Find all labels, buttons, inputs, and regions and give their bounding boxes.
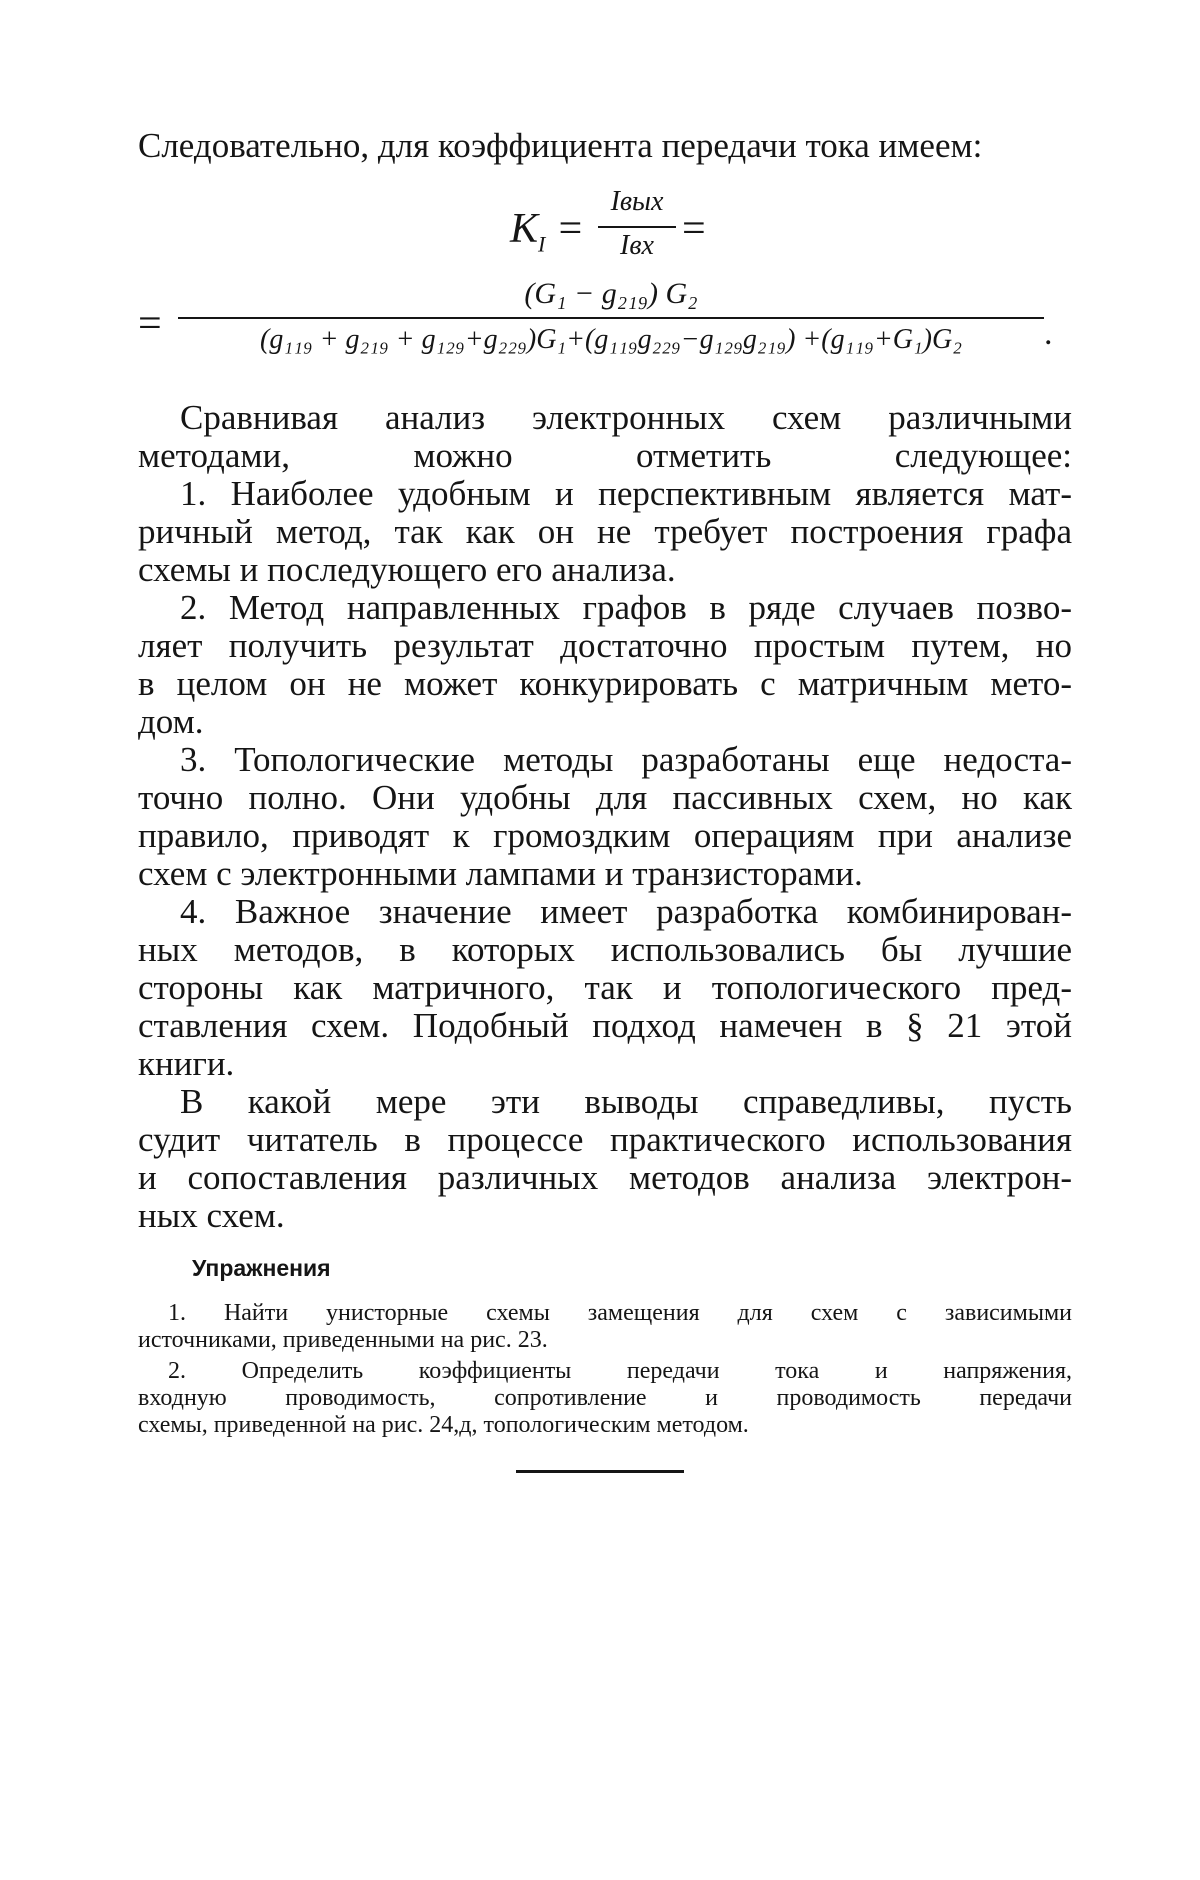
formula-end-dot: .: [1044, 315, 1053, 352]
exercise-line: 2. Определить коэффициенты передачи тока и напряжения,: [168, 1358, 1072, 1384]
exercise-line: схемы, приведенной на рис. 24,д, топологическим методом.: [138, 1412, 749, 1438]
text-line: и сопоставления различных методов анализа электрон-: [138, 1158, 1072, 1197]
text-line: 1. Наиболее удобным и перспективным является мат-: [180, 474, 1072, 513]
formula-fraction-bar: [178, 317, 1044, 319]
exercise-line: источниками, приведенными на рис. 23.: [138, 1327, 548, 1353]
text-line: схемы и последующего его анализа.: [138, 550, 676, 589]
text-line: В какой мере эти выводы справедливы, пусть: [180, 1082, 1072, 1121]
exercise-line: входную проводимость, сопротивление и проводимость передачи: [138, 1385, 1072, 1411]
text-line: правило, приводят к громоздким операциям при анализе: [138, 816, 1072, 855]
formula-k: K: [510, 206, 539, 252]
text-line: ных схем.: [138, 1196, 285, 1235]
text-line: в целом он не может конкурировать с матричным мето-: [138, 664, 1072, 703]
text-line: 3. Топологические методы разработаны еще недоста-: [180, 740, 1072, 779]
exercise-line: 1. Найти унисторные схемы замещения для схем с зависимыми: [168, 1300, 1072, 1326]
exercises-heading: Упражнения: [192, 1255, 331, 1281]
formula-k-sub: I: [538, 231, 546, 257]
formula-eq-right: =: [682, 206, 706, 252]
formula-eq: =: [555, 206, 585, 252]
formula-frac-numerator: Iвых: [610, 186, 664, 217]
text-line: 4. Важное значение имеет разработка комбинирован-: [180, 892, 1072, 931]
intro-line: Следовательно, для коэффициента передачи тока имеем:: [138, 126, 983, 165]
text-line: 2. Метод направленных графов в ряде случаев позво-: [180, 588, 1072, 627]
text-line: книги.: [138, 1044, 235, 1083]
text-line: ляет получить результат достаточно простым путем, но: [138, 626, 1072, 665]
text-line: точно полно. Они удобны для пассивных схем, но как: [138, 778, 1072, 817]
text-line: судит читатель в процессе практического использования: [138, 1120, 1072, 1159]
text-line: стороны как матричного, так и топологического пред-: [138, 968, 1072, 1007]
formula-frac-bar: [598, 226, 676, 228]
formula-frac-denominator: Iвх: [620, 230, 654, 261]
text-line: дом.: [138, 702, 204, 741]
text-line: ричный метод, так как он не требует построения графа: [138, 512, 1072, 551]
formula-numerator: (G₁ − g₂₁₉) G₂: [524, 277, 698, 310]
formula-denominator: (g₁₁₉ + g₂₁₉ + g₁₂₉+g₂₂₉)G₁+(g₁₁₉g₂₂₉−g₁₂₉g₂₁₉) +(g₁₁₉+G₁)G₂: [260, 324, 962, 355]
formula-lhs: [510, 205, 584, 268]
text-line: Сравнивая анализ электронных схем различными: [180, 398, 1072, 437]
text-line: схем с электронными лампами и транзисторами.: [138, 854, 863, 893]
text-line: ных методов, в которых использовались бы лучшие: [138, 930, 1072, 969]
formula-eq-left: =: [138, 301, 162, 347]
text-line: ставления схем. Подобный подход намечен в § 21 этой: [138, 1006, 1072, 1045]
end-rule: [516, 1470, 684, 1473]
text-line: методами, можно отметить следующее:: [138, 436, 1072, 475]
